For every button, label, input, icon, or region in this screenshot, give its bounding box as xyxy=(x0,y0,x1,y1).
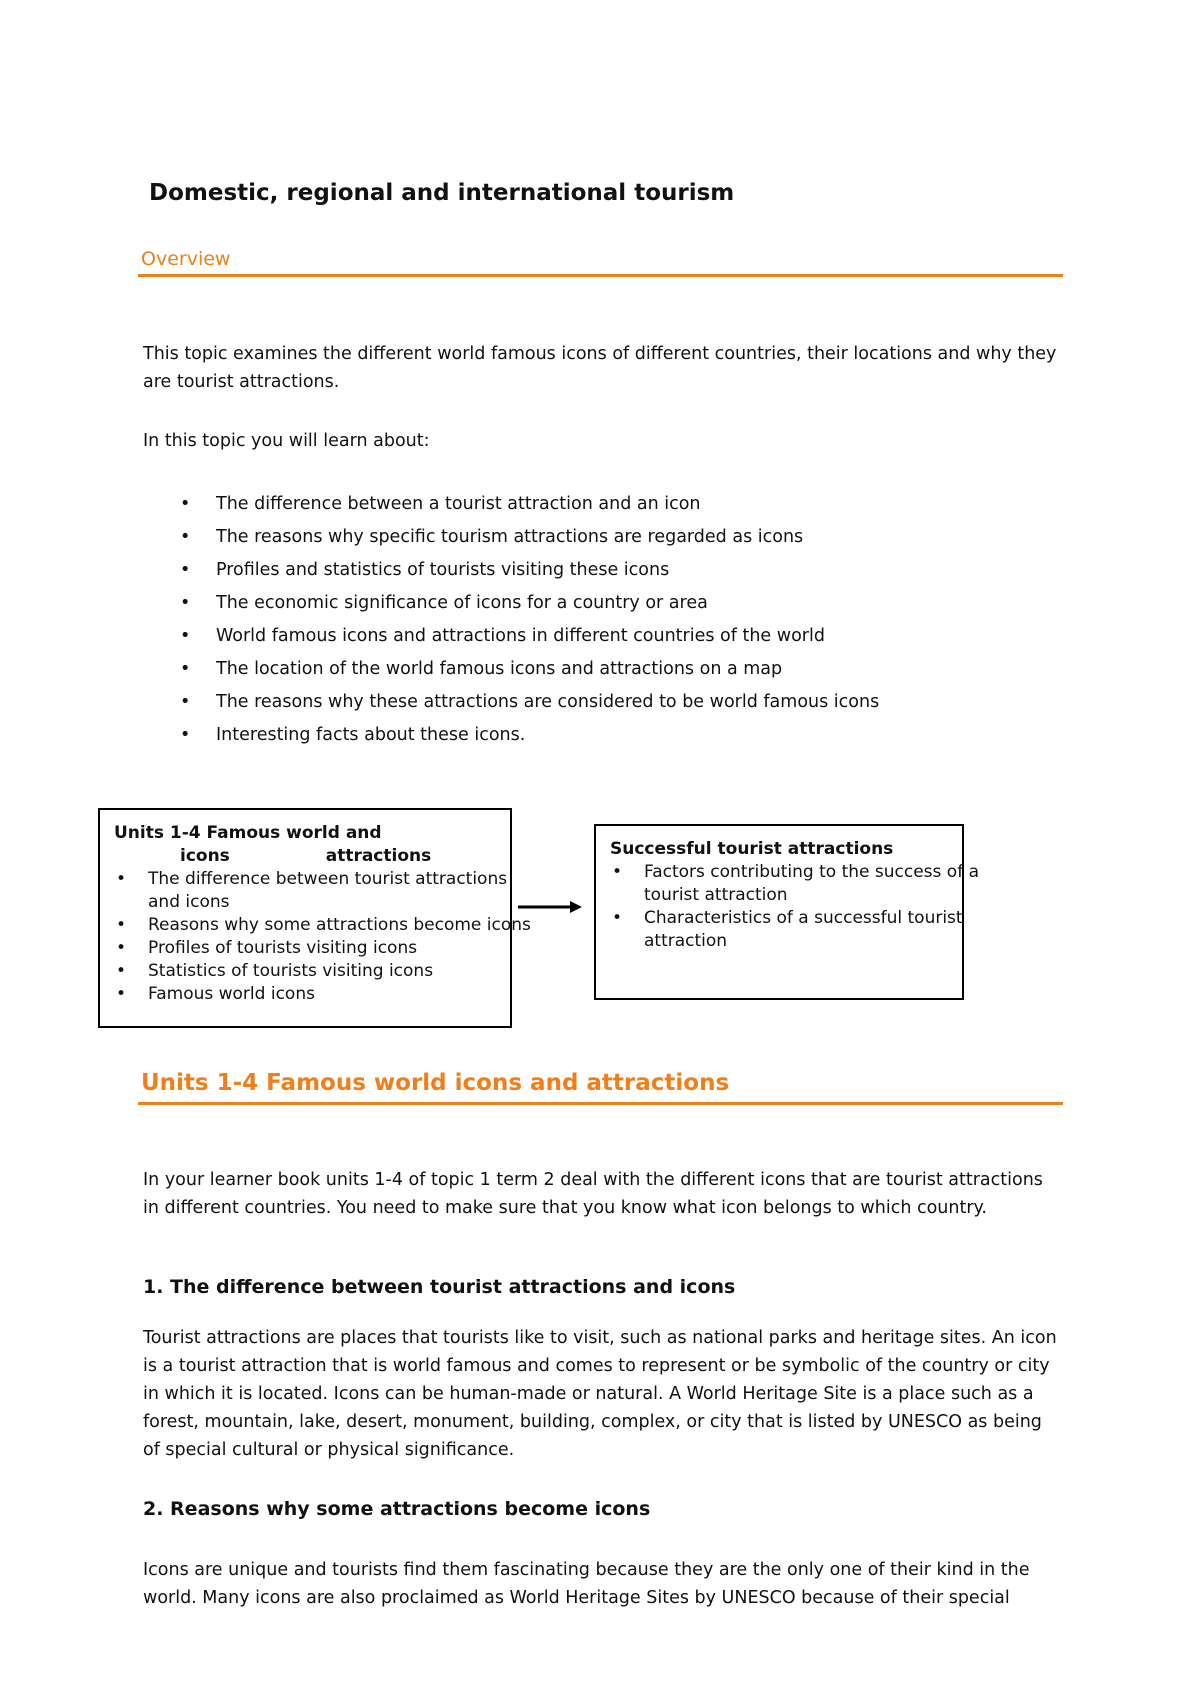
overview-heading: Overview xyxy=(141,248,231,270)
units-box xyxy=(98,808,531,1028)
arrow-icon xyxy=(518,898,584,916)
box-item: • The difference between tourist attractions and icons xyxy=(114,868,534,914)
section-heading: 2. Reasons why some attractions become icons xyxy=(143,1498,651,1520)
list-item: • World famous icons and attractions in different countries of the world xyxy=(180,622,879,655)
divider xyxy=(138,274,1063,277)
units-heading: Units 1-4 Famous world icons and attractions xyxy=(141,1070,730,1096)
section-text: Tourist attractions are places that tourists like to visit, such as national parks and heritage sites. An icon is a tourist attraction that is world famous and comes to represent or be symbolic of the country or city in which it is located. Icons can be human-made or natural. A World Heritage Site is a place such as a forest, mountain, lake, desert, monument, building, complex, or city that is listed by UNESCO as being of special cultural or physical significance. xyxy=(143,1328,1057,1460)
box-title: Units 1-4 Famous world and xyxy=(114,823,382,843)
list-item: • The reasons why specific tourism attractions are regarded as icons xyxy=(180,523,879,556)
list-item: • The reasons why these attractions are considered to be world famous icons xyxy=(180,688,879,721)
box-item: • Factors contributing to the success of a tourist attraction xyxy=(610,861,1010,907)
list-item: • The location of the world famous icons and attractions on a map xyxy=(180,655,879,688)
list-item: • The economic significance of icons for a country or area xyxy=(180,589,879,622)
box-item: • Famous world icons xyxy=(114,983,534,1006)
learn-intro: In this topic you will learn about: xyxy=(143,431,430,451)
divider xyxy=(138,1102,1063,1105)
success-box xyxy=(594,824,980,1000)
box-subtitle: icons attractions xyxy=(180,846,432,866)
page-title: Domestic, regional and international tourism xyxy=(149,180,735,206)
list-item: • Interesting facts about these icons. xyxy=(180,721,879,754)
box-item: • Characteristics of a successful tourist attraction xyxy=(610,907,1010,953)
box-item: • Statistics of tourists visiting icons xyxy=(114,960,534,983)
list-item: • The difference between a tourist attraction and an icon xyxy=(180,490,879,523)
learning-list xyxy=(180,490,879,754)
box-title: Successful tourist attractions xyxy=(610,839,894,859)
box-item: • Profiles of tourists visiting icons xyxy=(114,937,534,960)
box-item: • Reasons why some attractions become icons xyxy=(114,914,534,937)
overview-intro: This topic examines the different world famous icons of different countries, their locations and why they are tourist attractions. xyxy=(143,344,1057,392)
section-text: Icons are unique and tourists find them fascinating because they are the only one of their kind in the world. Many icons are also proclaimed as World Heritage Sites by UNESCO because of their special xyxy=(143,1560,1030,1608)
units-intro: In your learner book units 1-4 of topic 1 term 2 deal with the different icons that are tourist attractions in different countries. You need to make sure that you know what icon belongs to which country. xyxy=(143,1170,1043,1218)
section-heading: 1. The difference between tourist attractions and icons xyxy=(143,1276,736,1298)
list-item: • Profiles and statistics of tourists visiting these icons xyxy=(180,556,879,589)
